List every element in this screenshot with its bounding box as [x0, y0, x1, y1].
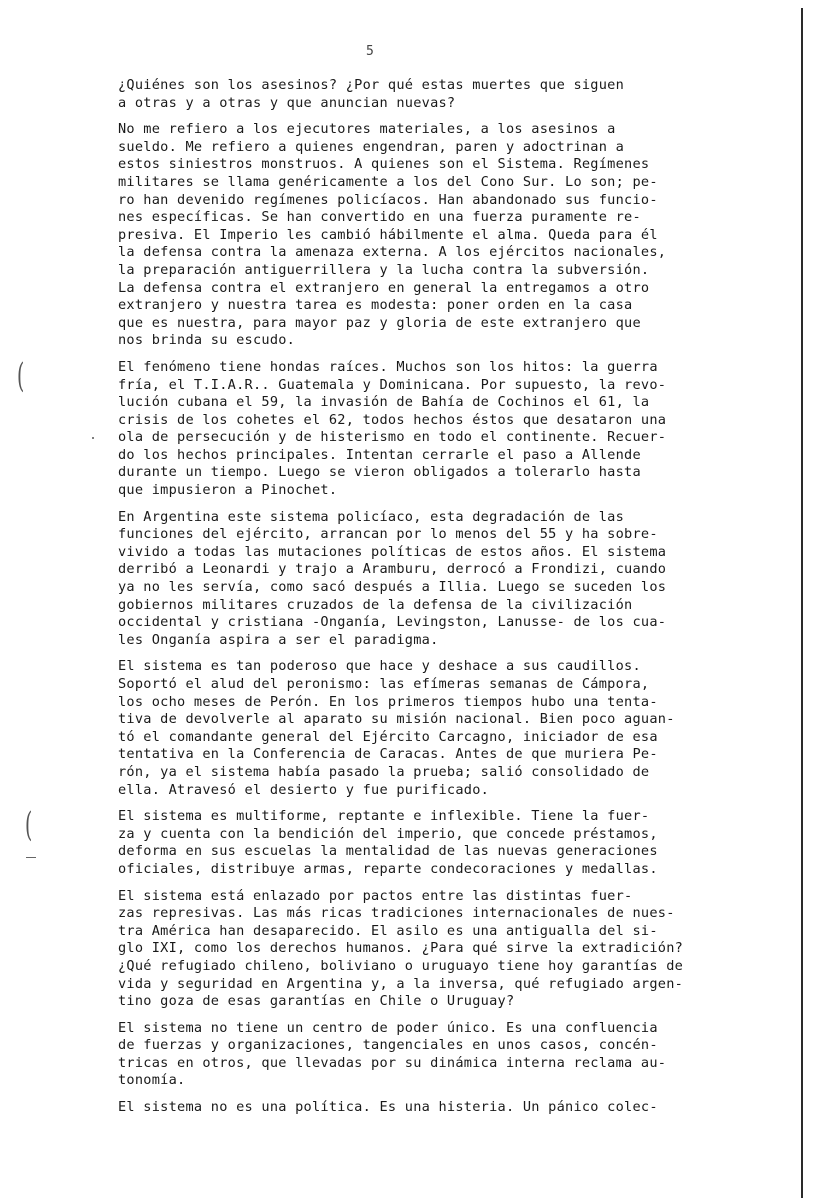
text-line: nes específicas. Se han convertido en una fuerza puramente re-: [118, 209, 641, 226]
text-line: vida y seguridad en Argentina y, a la inversa, qué refugiado argen-: [118, 975, 684, 992]
text-line: En Argentina este sistema policíaco, esta degradación de las: [118, 508, 625, 525]
paragraph: [118, 658, 758, 799]
text-line: El fenómeno tiene hondas raíces. Muchos son los hitos: la guerra: [118, 358, 658, 375]
text-line: crisis de los cohetes el 62, todos hechos éstos que desataron una: [118, 411, 667, 428]
text-line: El sistema no tiene un centro de poder único. Es una confluencia: [118, 1019, 658, 1036]
paragraph: [118, 808, 758, 878]
text-line: tonomía.: [118, 1072, 186, 1089]
text-line: No me refiero a los ejecutores materiales, a los asesinos a: [118, 121, 616, 138]
page-edge-line: [801, 8, 803, 1198]
text-line: la preparación antiguerrillera y la lucha contra la subversión.: [118, 261, 650, 278]
paragraph: [118, 121, 758, 350]
text-line: Soportó el alud del peronismo: las efímeras semanas de Cámpora,: [118, 676, 650, 692]
text-line: los ocho meses de Perón. En los primeros tiempos hubo una tenta-: [118, 693, 658, 710]
text-line: ¿Quiénes son los asesinos? ¿Por qué estas muertes que siguen: [118, 77, 625, 93]
text-line: ¿Qué refugiado chileno, boliviano o uruguayo tiene hoy garantías de: [118, 957, 684, 974]
text-line: zas represivas. Las más ricas tradiciones internacionales de nues-: [118, 905, 675, 922]
text-line: tricas en otros, que llevadas por su dinámica interna reclama au-: [118, 1054, 667, 1071]
paragraph: [118, 1099, 758, 1117]
text-line: occidental y cristiana -Onganía, Levingston, Lanusse- de los cua-: [118, 614, 667, 631]
text-line: nos brinda su escudo.: [118, 332, 296, 349]
text-line: El sistema es multiforme, reptante e inflexible. Tiene la fuer-: [118, 808, 650, 825]
text-line: gobiernos militares cruzados de la defensa de la civilización: [118, 596, 633, 613]
paragraph: [118, 888, 758, 1011]
margin-dot: [92, 437, 94, 439]
text-line: de fuerzas y organizaciones, tangenciales en unos casos, concén-: [118, 1037, 658, 1054]
paragraph: [118, 77, 758, 112]
text-line: El sistema está enlazado por pactos entre las distintas fuer-: [118, 887, 633, 904]
text-line: tino goza de esas garantías en Chile o Uruguay?: [118, 993, 515, 1010]
text-line: funciones del ejército, arrancan por lo menos del 55 y ha sobre-: [118, 526, 658, 543]
text-line: derribó a Leonardi y trajo a Aramburu, derrocó a Frondizi, cuando: [118, 561, 667, 578]
text-line: ella. Atravesó el desierto y fue purificado.: [118, 781, 490, 798]
text-line: za y cuenta con la bendición del imperio, que concede préstamos,: [118, 825, 658, 842]
page-number: 5: [366, 44, 374, 59]
margin-mark-paren: (: [24, 805, 33, 845]
text-line: tentativa en la Conferencia de Caracas. Antes de que muriera Pe-: [118, 746, 658, 763]
text-line: durante un tiempo. Luego se vieron obligados a tolerarlo hasta: [118, 464, 641, 481]
margin-mark-paren: (: [16, 356, 25, 396]
text-line: ola de persecución y de histerismo en todo el continente. Recuer-: [118, 429, 667, 446]
text-line: extranjero y nuestra tarea es modesta: poner orden en la casa: [118, 297, 633, 314]
text-line: que es nuestra, para mayor paz y gloria de este extranjero que: [118, 314, 641, 331]
paragraph: [118, 359, 758, 500]
text-line: do los hechos principales. Intentan cerrarle el paso a Allende: [118, 446, 641, 463]
text-line: a otras y a otras y que anuncian nuevas?: [118, 94, 456, 111]
text-line: deforma en sus escuelas la mentalidad de las nuevas generaciones: [118, 843, 658, 860]
text-line: vivido a todas las mutaciones políticas de estos años. El sistema: [118, 543, 667, 560]
text-line: oficiales, distribuye armas, reparte condecoraciones y medallas.: [118, 860, 658, 877]
text-line: militares se llama genéricamente a los del Cono Sur. Lo son; pe-: [118, 173, 658, 190]
text-line: La defensa contra el extranjero en general la entregamos a otro: [118, 279, 650, 296]
text-line: les Onganía aspira a ser el paradigma.: [118, 631, 439, 648]
text-line: presiva. El Imperio les cambió hábilmente el alma. Queda para él: [118, 226, 658, 243]
text-line: rón, ya el sistema había pasado la prueba; salió consolidado de: [118, 763, 650, 780]
text-line: ya no les servía, como sacó después a Illia. Luego se suceden los: [118, 579, 667, 596]
text-line: fría, el T.I.A.R.. Guatemala y Dominicana. Por supuesto, la revo-: [118, 376, 667, 393]
margin-mark-dash: [26, 857, 36, 858]
text-line: tó el comandante general del Ejército Carcagno, iniciador de esa: [118, 728, 658, 745]
text-line: estos siniestros monstruos. A quienes son el Sistema. Regímenes: [118, 156, 650, 173]
text-line: tiva de devolverle al aparato su misión nacional. Bien poco aguan-: [118, 711, 675, 728]
text-line: lución cubana el 59, la invasión de Bahía de Cochinos el 61, la: [118, 394, 650, 411]
text-line: tra América han desaparecido. El asilo es una antigualla del si-: [118, 922, 658, 939]
document-body: [118, 77, 758, 1126]
text-line: El sistema es tan poderoso que hace y deshace a sus caudillos.: [118, 658, 641, 675]
text-line: sueldo. Me refiero a quienes engendran, paren y adoctrinan a: [118, 138, 625, 155]
text-line: glo IXI, como los derechos humanos. ¿Para qué sirve la extradición?: [118, 940, 684, 957]
text-line: la defensa contra la amenaza externa. A los ejércitos nacionales,: [118, 244, 667, 261]
text-line: El sistema no es una política. Es una histeria. Un pánico colec-: [118, 1099, 658, 1116]
text-line: ro han devenido regímenes policíacos. Han abandonado sus funcio-: [118, 191, 658, 208]
text-line: que impusieron a Pinochet.: [118, 482, 338, 499]
paragraph: [118, 509, 758, 650]
paragraph: [118, 1020, 758, 1090]
